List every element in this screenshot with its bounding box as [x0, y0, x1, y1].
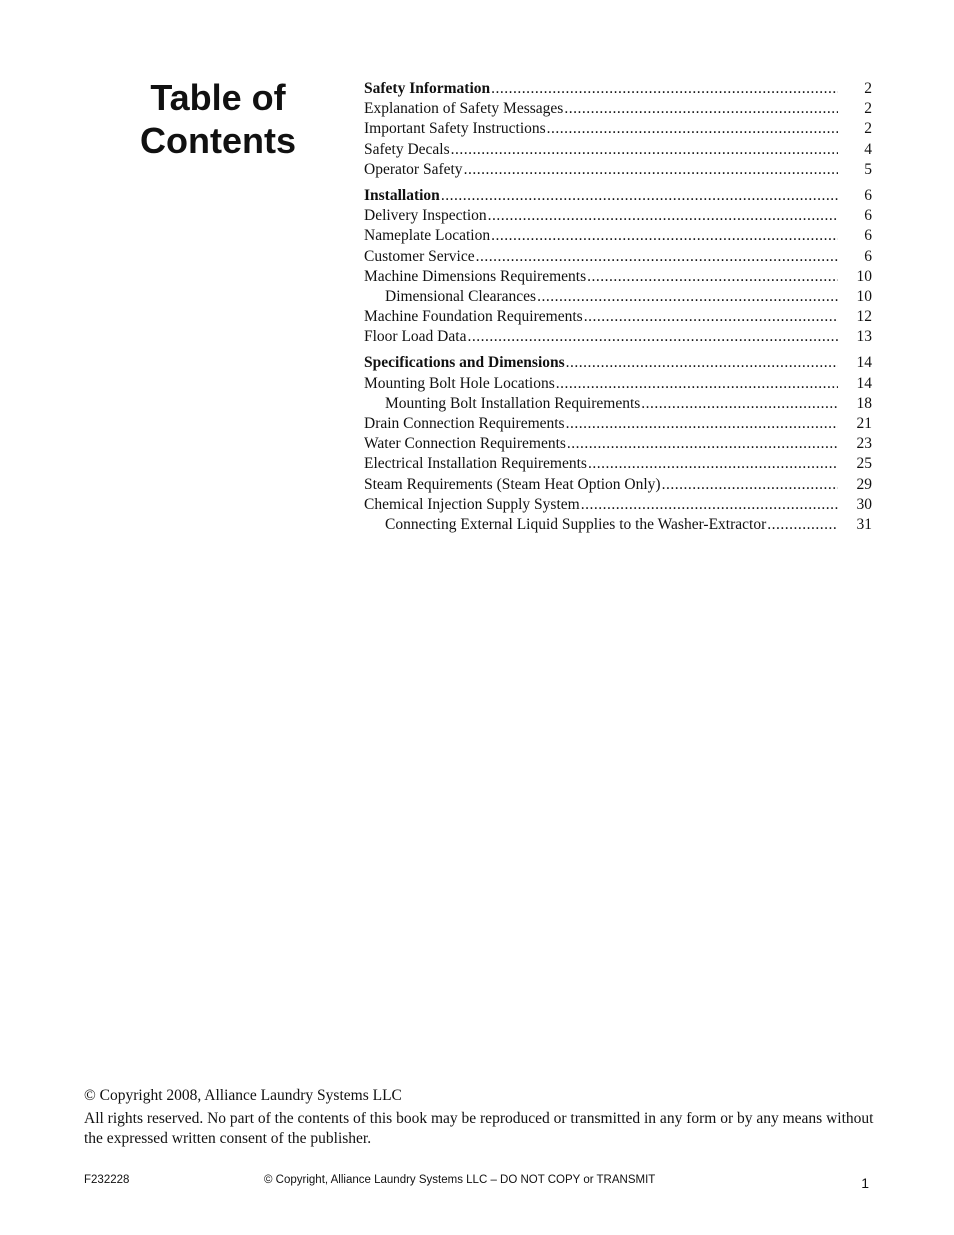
toc-entry-page: 30: [856, 495, 872, 513]
footer-page-number: 1: [861, 1175, 869, 1191]
toc-entry-title: Delivery Inspection: [364, 207, 487, 225]
copyright-block: [84, 1086, 874, 1149]
toc-dot-leader: [567, 434, 838, 454]
toc-entry[interactable]: [364, 267, 872, 287]
toc-entry-title: Safety Information: [364, 80, 491, 97]
toc-entry-title: Dimensional Clearances: [385, 287, 537, 305]
toc-section-entry[interactable]: [364, 353, 872, 373]
toc-entry-title: Machine Dimensions Requirements: [364, 267, 587, 285]
toc-entry[interactable]: [364, 140, 872, 160]
toc-dot-leader: [564, 99, 838, 119]
toc-entry[interactable]: [364, 434, 872, 454]
toc-entry-page: 29: [856, 475, 872, 493]
toc-dot-leader: [488, 206, 838, 226]
toc-dot-leader: [566, 414, 838, 434]
toc-entry[interactable]: [364, 226, 872, 246]
toc-entry-title: Mounting Bolt Hole Locations: [364, 374, 555, 392]
toc-entry-page: 14: [856, 374, 872, 392]
toc-dot-leader: [464, 160, 838, 180]
toc-dot-leader: [556, 374, 838, 394]
toc-group: [364, 353, 872, 535]
toc-entry[interactable]: [364, 374, 872, 394]
toc-entry-title: Machine Foundation Requirements: [364, 308, 583, 326]
toc-entry[interactable]: [364, 206, 872, 226]
toc-entry-page: 6: [864, 186, 872, 204]
toc-entry[interactable]: [364, 515, 872, 535]
footer-doc-number: F232228: [84, 1174, 130, 1186]
toc-entry[interactable]: [364, 394, 872, 414]
toc-entry-page: 21: [856, 415, 872, 432]
toc-dot-leader: [491, 79, 838, 99]
toc-entry-title: Important Safety Instructions: [364, 120, 546, 138]
page-footer: [84, 1174, 869, 1192]
copyright-line: © Copyright 2008, Alliance Laundry Systems LLC: [84, 1087, 402, 1104]
toc-dot-leader: [441, 186, 838, 206]
toc-heading: [118, 76, 318, 162]
toc-dot-leader: [467, 327, 838, 347]
toc-dot-leader: [587, 267, 838, 287]
toc-entry[interactable]: [364, 99, 872, 119]
toc-entry-page: 13: [856, 328, 872, 346]
toc-entry-page: 12: [856, 308, 872, 326]
toc-entry-title: Nameplate Location: [364, 227, 491, 245]
toc-dot-leader: [547, 119, 838, 139]
toc-heading-line2: Contents: [140, 120, 296, 161]
toc-dot-leader: [662, 475, 838, 495]
toc-entry[interactable]: [364, 327, 872, 347]
toc-entry[interactable]: [364, 475, 872, 495]
toc-entry-page: 6: [864, 227, 872, 245]
toc-entry-page: 31: [856, 515, 872, 533]
toc-entry-title: Water Connection Requirements: [364, 435, 566, 453]
toc-entry-title: Mounting Bolt Installation Requirements: [385, 394, 641, 412]
toc-entry-page: 5: [864, 160, 872, 178]
toc-entry-page: 10: [856, 287, 872, 305]
toc-dot-leader: [584, 307, 838, 327]
toc-entry-page: 18: [856, 394, 872, 412]
toc-entry-title: Explanation of Safety Messages: [364, 100, 564, 118]
toc-entry-title: Drain Connection Requirements: [364, 415, 565, 432]
toc-dot-leader: [491, 226, 838, 246]
toc-entry-page: 6: [864, 247, 872, 265]
toc-dot-leader: [767, 515, 838, 535]
toc-dot-leader: [566, 353, 838, 373]
table-of-contents: [364, 79, 872, 541]
toc-entry-page: 4: [864, 140, 872, 158]
toc-entry-page: 14: [856, 354, 872, 372]
toc-entry-title: Specifications and Dimensions: [364, 354, 565, 372]
toc-entry-page: 25: [856, 455, 872, 473]
toc-dot-leader: [476, 247, 838, 267]
toc-entry-title: Floor Load Data: [364, 328, 467, 346]
toc-entry-title: Operator Safety: [364, 160, 463, 178]
toc-group: [364, 186, 872, 348]
toc-entry[interactable]: [364, 247, 872, 267]
toc-section-entry[interactable]: [364, 186, 872, 206]
toc-entry-title: Safety Decals: [364, 140, 450, 158]
toc-entry[interactable]: [364, 307, 872, 327]
toc-entry-page: 2: [864, 100, 872, 118]
toc-entry-title: Customer Service: [364, 247, 475, 265]
toc-entry-title: Steam Requirements (Steam Heat Option Only): [364, 475, 661, 493]
toc-dot-leader: [581, 495, 838, 515]
toc-entry-page: 10: [856, 267, 872, 285]
rights-statement: All rights reserved. No part of the contents of this book may be reproduced or transmitted in any form or by any means without the expressed written consent of the publisher.: [84, 1110, 874, 1147]
toc-section-entry[interactable]: [364, 79, 872, 99]
toc-entry-page: 6: [864, 207, 872, 225]
toc-entry[interactable]: [364, 414, 872, 434]
toc-dot-leader: [588, 454, 838, 474]
toc-entry[interactable]: [364, 454, 872, 474]
footer-notice: © Copyright, Alliance Laundry Systems LLC – DO NOT COPY or TRANSMIT: [264, 1174, 656, 1186]
toc-heading-line1: Table of: [150, 77, 286, 118]
toc-entry[interactable]: [364, 287, 872, 307]
toc-dot-leader: [641, 394, 838, 414]
toc-entry-page: 2: [864, 80, 872, 97]
toc-dot-leader: [537, 287, 838, 307]
toc-entry-title: Electrical Installation Requirements: [364, 455, 587, 473]
toc-entry[interactable]: [364, 119, 872, 139]
toc-entry-title: Connecting External Liquid Supplies to the Washer-Extractor: [385, 515, 767, 533]
toc-entry-title: Chemical Injection Supply System: [364, 495, 580, 513]
toc-entry-title: Installation: [364, 186, 440, 204]
toc-entry[interactable]: [364, 160, 872, 180]
toc-dot-leader: [451, 140, 838, 160]
toc-group: [364, 79, 872, 180]
toc-entry-page: 2: [864, 120, 872, 138]
toc-entry[interactable]: [364, 495, 872, 515]
toc-entry-page: 23: [856, 435, 872, 453]
